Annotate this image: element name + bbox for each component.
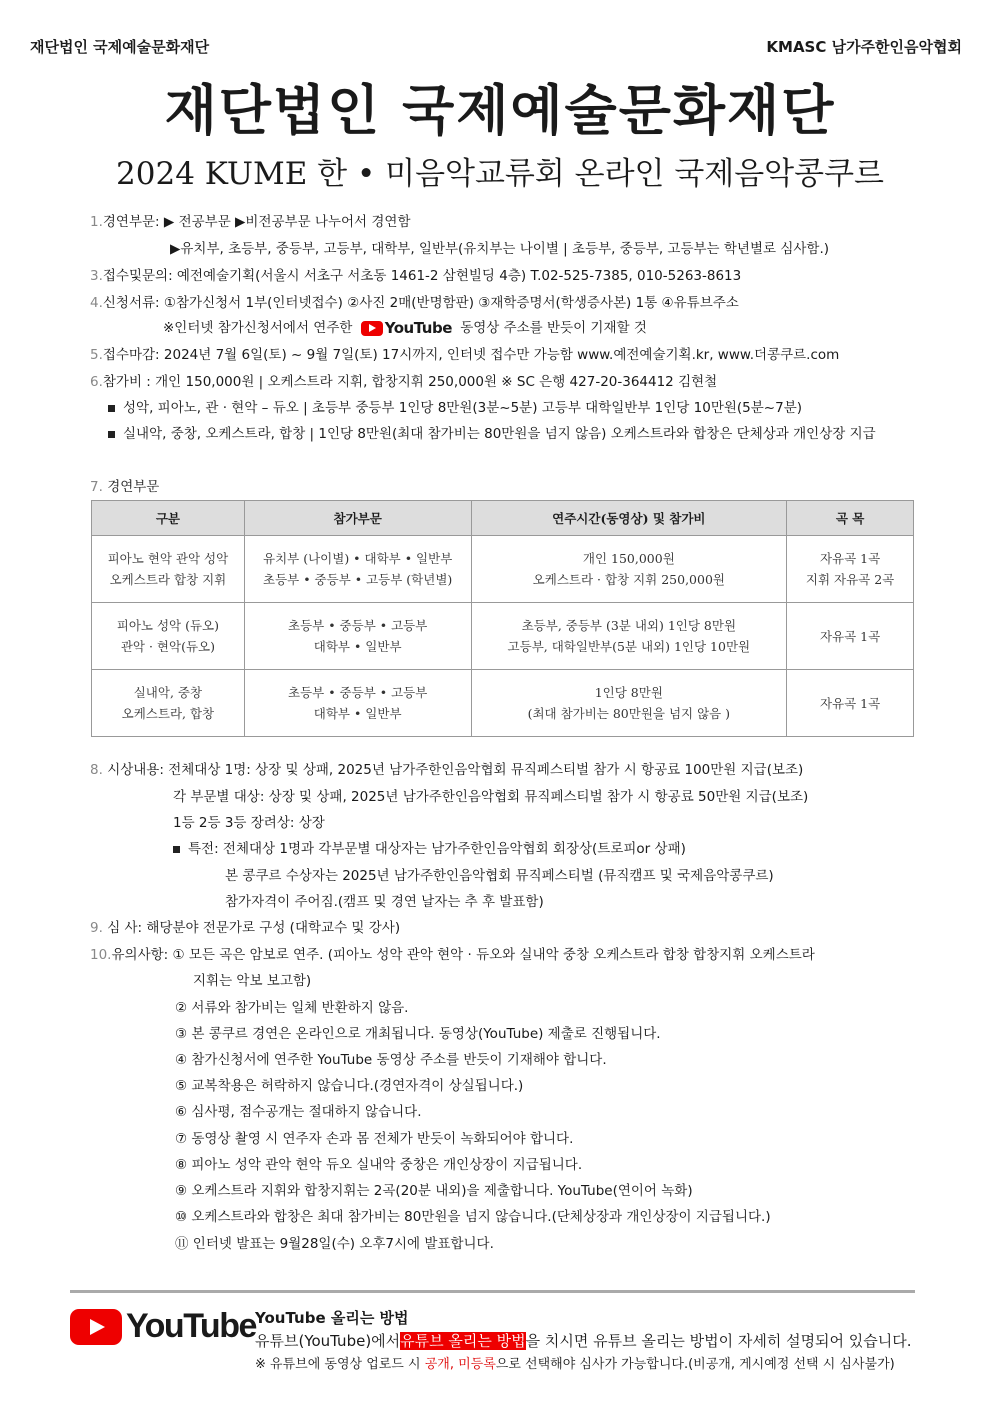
section-text: 참가비 : 개인 150,000원 | 오케스트라 지휘, 합창지휘 250,000원 ※ SC 은행 427-20-364412 김현철: [102, 374, 718, 390]
section-6-bullet-1: [108, 398, 802, 418]
footer-text: ※ 유튜브에 동영상 업로드 시: [255, 1357, 421, 1372]
award-line: 각 부문별 대상: 상장 및 상패, 2025년 남가주한인음악협회 뮤직페스티벌 참가 시 항공료 50만원 지급(보조): [173, 789, 809, 805]
section-label: 유의사항:: [111, 947, 169, 963]
section-8: [90, 760, 803, 780]
note-item: ⑥ 심사평, 점수공개는 절대하지 않습니다.: [175, 1104, 422, 1120]
section-number: 5.: [90, 347, 103, 363]
square-bullet-icon: [108, 405, 115, 412]
section-4-note: [163, 318, 647, 338]
section-number: 8.: [90, 762, 103, 778]
youtube-inline-logo: [361, 318, 452, 338]
table-header: 참가부문: [244, 501, 471, 536]
note-item: ① 모든 곡은 암보로 연주. (피아노 성악 관악 현악 · 듀오와 실내악 중창 오케스트라 합창 합창지휘 오케스트라: [172, 947, 815, 963]
bullet-text: 성악, 피아노, 관 · 현악 – 듀오 | 초등부 중등부 1인당 8만원(3분~5분) 고등부 대학일반부 1인당 10만원(5분~7분): [123, 400, 803, 416]
section-number: 10.: [90, 947, 112, 963]
section-1: [90, 212, 410, 232]
section-number: 9.: [90, 920, 103, 936]
table-cell: 자유곡 1곡 지휘 자유곡 2곡: [787, 536, 914, 603]
award-line: 본 콩쿠르 수상자는 2025년 남가주한인음악협회 뮤직페스티벌 (뮤직캠프 및 국제음악콩쿠르): [225, 868, 774, 884]
section-text: 접수마감: 2024년 7월 6일(토) ~ 9월 7일(토) 17시까지, 인터넷 접수만 가능함 www.예전예술기획.kr, www.더콩쿠르.com: [102, 347, 840, 363]
youtube-word: YouTube: [384, 319, 452, 337]
section-7: [90, 477, 159, 497]
section-number: 7.: [90, 479, 103, 495]
note-item: ⑧ 피아노 성악 관악 현악 듀오 실내악 중창은 개인상장이 지급됩니다.: [175, 1157, 583, 1173]
section-text: 경연부문: [107, 479, 160, 495]
table-cell: 실내악, 중창 오케스트라, 합창: [92, 670, 245, 737]
table-header: 연주시간(동영상) 및 참가비: [471, 501, 787, 536]
award-line: 참가자격이 주어짐.(캠프 및 경연 날자는 추 후 발표함): [225, 894, 544, 910]
table-cell: 피아노 성악 (듀오) 관악 · 현악(듀오): [92, 603, 245, 670]
footer-divider: [70, 1290, 915, 1293]
square-bullet-icon: [173, 846, 180, 853]
note-item: ③ 본 콩쿠르 경연은 온라인으로 개최됩니다. 동영상(YouTube) 제출로 진행됩니다.: [175, 1026, 661, 1042]
youtube-logo-text: YouTube: [126, 1307, 256, 1345]
section-text: 접수및문의: 예전예술기획(서울시 서초구 서초동 1461-2 삼현빌딩 4층) T.02-525-7385, 010-5263-8613: [102, 268, 742, 284]
footer-line-1: [255, 1330, 912, 1351]
note-item: ⑪ 인터넷 발표는 9월28일(수) 오후7시에 발표합니다.: [175, 1236, 494, 1252]
table-row: [92, 670, 914, 737]
table-cell: 초등부 • 중등부 • 고등부 대학부 • 일반부: [244, 670, 471, 737]
table-cell: 피아노 현악 관악 성악 오케스트라 합창 지휘: [92, 536, 245, 603]
section-6-bullet-2: [108, 424, 876, 444]
competition-table: [91, 500, 914, 737]
section-text: 심 사: 해당분야 전문가로 구성 (대학교수 및 강사): [107, 920, 401, 936]
footer-text: 으로 선택해야 심사가 가능합니다.(비공개, 게시예정 선택 시 심사불가): [495, 1357, 895, 1372]
page-title: 재단법인 국제예술문화재단: [164, 79, 836, 142]
footer-line-2: [255, 1353, 895, 1372]
section-text: 경연부문: ▶ 전공부문 ▶비전공부문 나누어서 경연함: [102, 214, 411, 230]
section-number: 3.: [90, 268, 103, 284]
highlighted-option: 공개, 미등록: [424, 1357, 496, 1372]
award-line: 특전: 전체대상 1명과 각부문별 대상자는 남가주한인음악협회 회장상(트로피or 상패): [188, 841, 686, 857]
table-cell: 1인당 8만원 (최대 참가비는 80만원을 넘지 않음 ): [471, 670, 787, 737]
section-text: 신청서류: ①참가신청서 1부(인터넷접수) ②사진 2매(반명함판) ③재학증명서(학생증사본) 1통 ④유튜브주소: [102, 295, 739, 311]
section-9: [90, 918, 400, 938]
section-3: [90, 266, 741, 286]
header-org-right: KMASC 남가주한인음악협회: [766, 38, 962, 56]
youtube-play-icon: [361, 321, 383, 336]
note-text: 동영상 주소를 반듯이 기재할 것: [460, 320, 647, 336]
note-text: ※인터넷 참가신청서에서 연주한: [163, 320, 353, 336]
table-header: 구분: [92, 501, 245, 536]
note-item: ④ 참가신청서에 연주한 YouTube 동영상 주소를 반듯이 기재해야 합니다.: [175, 1052, 607, 1068]
section-10: [90, 945, 815, 965]
youtube-logo: [70, 1307, 256, 1346]
award-line: 1등 2등 3등 장려상: 상장: [173, 815, 325, 831]
table-header: 곡 목: [787, 501, 914, 536]
table-header-row: [92, 501, 914, 536]
note-item: ⑤ 교복착용은 허락하지 않습니다.(경연자격이 상실됩니다.): [175, 1078, 524, 1094]
section-6: [90, 372, 717, 392]
table-cell: 자유곡 1곡: [787, 670, 914, 737]
note-item: ② 서류와 참가비는 일체 반환하지 않음.: [175, 1000, 409, 1016]
page-subtitle: 2024 KUME 한 • 미음악교류회 온라인 국제음악콩쿠르: [116, 156, 884, 192]
highlighted-search-term: 유튜브 올리는 방법: [400, 1332, 526, 1350]
note-item: ⑩ 오케스트라와 합창은 최대 참가비는 80만원을 넘지 않습니다.(단체상장과 개인상장이 지급됩니다.): [175, 1209, 771, 1225]
header-org-left: 재단법인 국제예술문화재단: [30, 38, 210, 56]
table-row: [92, 536, 914, 603]
note-item-cont: 지휘는 악보 보고함): [193, 973, 312, 989]
footer-text: 유튜브(YouTube)에서: [255, 1332, 401, 1350]
section-5: [90, 345, 839, 365]
footer-text: 을 치시면 유튜브 올리는 방법이 자세히 설명되어 있습니다.: [525, 1332, 912, 1350]
section-number: 4.: [90, 295, 103, 311]
bullet-text: 실내악, 중창, 오케스트라, 합창 | 1인당 8만원(최대 참가비는 80만원을 넘지 않음) 오케스트라와 합창은 단체상과 개인상장 지급: [123, 426, 876, 442]
section-1-detail: ▶유치부, 초등부, 중등부, 고등부, 대학부, 일반부(유치부는 나이별 | 초등부, 중등부, 고등부는 학년별로 심사함.): [170, 241, 830, 257]
table-cell: 초등부 • 중등부 • 고등부 대학부 • 일반부: [244, 603, 471, 670]
note-item: ⑦ 동영상 촬영 시 연주자 손과 몸 전체가 반듯이 녹화되어야 합니다.: [175, 1131, 574, 1147]
section-4: [90, 293, 739, 313]
table-cell: 자유곡 1곡: [787, 603, 914, 670]
section-number: 6.: [90, 374, 103, 390]
table-row: [92, 603, 914, 670]
footer-heading: YouTube 올리는 방법: [255, 1309, 409, 1327]
table-cell: 유치부 (나이별) • 대학부 • 일반부 초등부 • 중등부 • 고등부 (학년별): [244, 536, 471, 603]
note-item: ⑨ 오케스트라 지휘와 합창지휘는 2곡(20분 내외)을 제출합니다. YouTube(연이어 녹화): [175, 1183, 693, 1199]
section-text: 시상내용: 전체대상 1명: 상장 및 상패, 2025년 남가주한인음악협회 뮤직페스티벌 참가 시 항공료 100만원 지급(보조): [107, 762, 804, 778]
youtube-play-icon: [70, 1309, 122, 1345]
table-cell: 개인 150,000원 오케스트라 · 합창 지휘 250,000원: [471, 536, 787, 603]
square-bullet-icon: [108, 431, 115, 438]
award-benefit: [173, 839, 686, 859]
section-number: 1.: [90, 214, 103, 230]
table-cell: 초등부, 중등부 (3분 내외) 1인당 8만원 고등부, 대학일반부(5분 내외) 1인당 10만원: [471, 603, 787, 670]
